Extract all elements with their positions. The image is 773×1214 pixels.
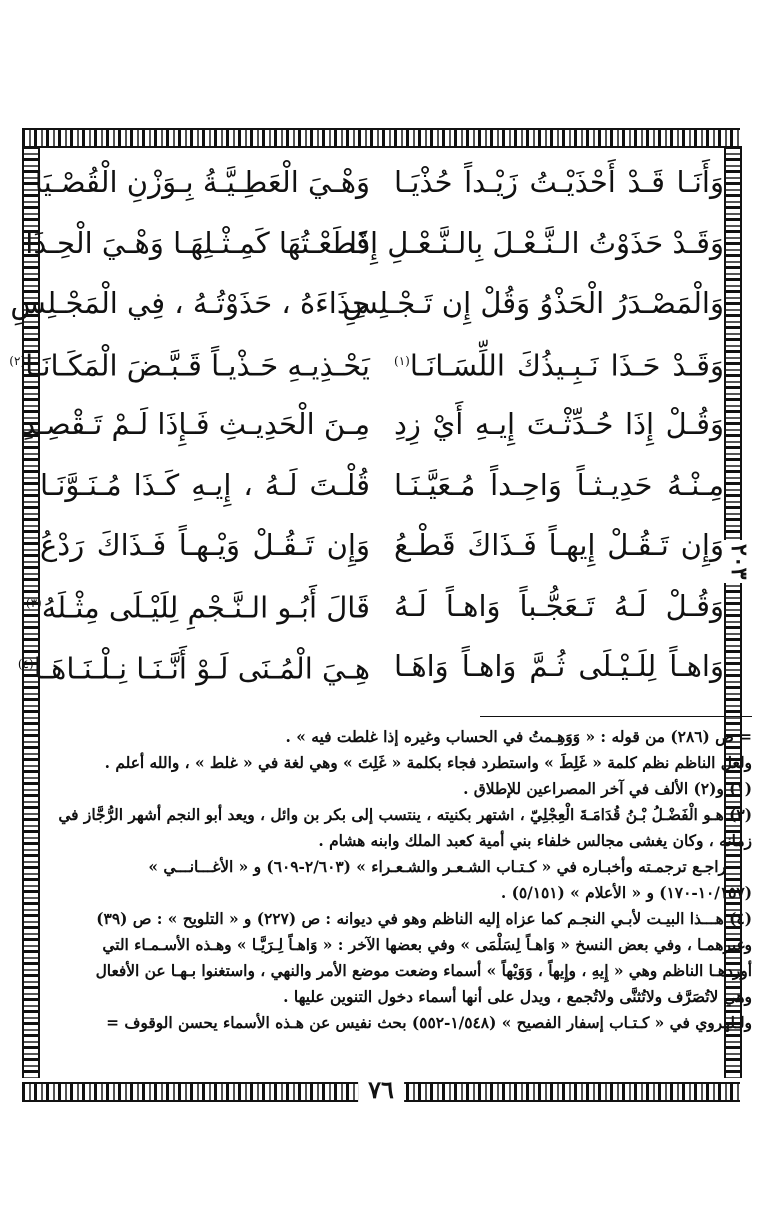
verse-right-hemistich: وَقَـدْ حَذَوْتُ الـنَّـعْـلَ بِالـنَّـعْـلِ إِذَا (349, 225, 724, 260)
verse-left-hemistich (25, 583, 370, 628)
footnote-line: وغيرهمـا ، وفي بعض النسخ « وَاهـاً لِسَلْمَى » وفي بعضها الآخر : « وَاهـاً لِـرَيَّـا » وهـذه الأسـمـاء التي (102, 936, 752, 954)
verse-right-hemistich: وَقُـلْ إِذَا حُـدِّثْـتَ إِيـهِ أَيْ زِدِ (394, 407, 724, 442)
verse-text: وَقَـدْ حَـذَا نَـبِـيذُكَ اللِّسَـانَـا (409, 349, 724, 384)
verse-row (22, 394, 724, 455)
verse-text: يَحْـذِيـهِ حَـذْيـاً قَـبَّـضَ الْمَكَـانَـا (25, 349, 370, 384)
footnote-line: ولعل الناظم نظم كلمة « غَلِطَ » واستطرد فجاء بكلمة « غَلِتَ » وهي لغة في « غلط » ، والله أعلم . (104, 754, 752, 772)
footnotes (44, 724, 752, 1036)
footnote-line: (٤) هـــذا البيـت لأبـي النجـم كما عزاه إليه الناظم وهو في ديوانه : ص (٢٢٧) و « التلويح » : ص (٣٩) (96, 910, 752, 928)
verse-left-hemistich (17, 644, 370, 689)
verse-left-hemistich: وَهْـيَ الْعَطِـيَّـةُ بِـوَزْنِ الْقُصْـيَا (34, 165, 370, 200)
footnote-line: وهي لاتُصَرَّف ولاتُثنَّى ولاتُجمع ، ويدل على أنها أسماء دخول التنوين عليها . (283, 988, 752, 1006)
verse-right-hemistich (394, 341, 724, 386)
footnote-line: = ص (٢٨٦) من قوله : « وَوَهِـمتُ في الحساب وغيره إذا غلطت فيه » . (285, 728, 752, 746)
verse-text: هِـيَ الْمُـنَى لَـوْ أَنَّـنَـا نِـلْـنَـاهَـا (33, 651, 370, 686)
footnote-marker: (٣) (25, 596, 42, 611)
verse-text: قَالَ أَبُـو الـنَّـجْمِ لِلَيْـلَى مِثْـلَهُ (41, 591, 370, 626)
verse-right-hemistich: وَالْمَصْـدَرُ الْحَذْوُ وَقُلْ إِن تَـجْـلِسِ (342, 286, 724, 321)
footnote-line: (١) و(٢) الألف في آخر المصراعين للإطلاق . (463, 780, 752, 798)
footnote-marker: (٢) (9, 354, 26, 369)
top-ornament-border (22, 128, 740, 148)
poem-verses (9, 152, 724, 697)
footnote-line: أوردهـا الناظم وهي « إِيهِ ، وإِيهاً ، وَوَيْهاً » أسماء وضعت موضع الأمر والنهي ، واستغنوا بـهـا عن الأفعال (95, 962, 752, 980)
verse-row (17, 636, 724, 697)
verse-left-hemistich: وَإِن تَـقُـلْ وَيْـهـاً فَـذَاكَ رَدْعُ (40, 528, 370, 563)
footnote-line: زمانه ، وكان يغشى مجالس خلفاء بني أمية كعبد الملك وابنه هشام . (318, 832, 752, 850)
verse-left-hemistich (9, 341, 370, 386)
verse-left-hemistich: حِذَاءَهُ ، حَذَوْتُـهُ ، فِي الْمَجْـلِسِ (10, 286, 370, 321)
verse-left-hemistich: مِـنَ الْحَدِيـثِ فَـإِذَا لَـمْ تَـقْصِـدِ (22, 407, 370, 442)
footnote-line: راجـع ترجمـته وأخبـاره في « كـتـاب الشـعـر والشـعـراء » (٢/٦٠٣-٦٠٩) و « الأغـــانـــي » (148, 858, 726, 876)
footnote-line: (١٠/١٥٧-١٧٠) و « الأعلام » (٥/١٥١) . (500, 884, 752, 902)
verse-row (34, 152, 724, 213)
verse-row (9, 334, 724, 395)
footnote-line: ولـلهروي في « كـتـاب إسفار الفصيح » (١/٥٤٨-٥٥٢) بحث نفيس عن هـذه الأسماء يحسن الوقوف = (106, 1014, 752, 1032)
verse-right-hemistich: وَأَنَـا قَـدْ أَحْذَيْـتُ زَيْـداً حُذْيَـا (394, 165, 724, 200)
verse-right-hemistich: وَإِن تَـقُـلْ إِيهـاً فَـذَاكَ قَطْـعُ (394, 528, 724, 563)
footnote-marker: (١) (394, 354, 410, 369)
verse-row (40, 515, 724, 576)
verse-row (10, 273, 724, 334)
page-number: ٧٦ (358, 1076, 404, 1104)
footnote-line: (٣) هـو الْفَضْـلُ بْـنُ قُدَامَـةَ الْعِجْلِيّ ، اشتهر بكنيته ، ينتسب إلى بكر بن وائل ، ويعد أبو النجم أشهر الرُّجَّاز في (58, 806, 752, 824)
verse-left-hemistich: قُلْـتَ لَـهُ ، إِيـهِ كَـذَا مُـنَـوَّنَـا (40, 467, 370, 502)
verse-right-hemistich: وَقُـلْ لَـهُ تَـعَجُّـباً وَاهـاً لَـهُ (394, 588, 724, 623)
verse-right-hemistich: مِـنْـهُ حَدِيـثـاً وَاحِـداً مُـعَيَّـنَـا (394, 467, 724, 502)
bottom-ornament-border (22, 1075, 740, 1104)
verse-row (40, 455, 724, 516)
footnote-separator (480, 716, 752, 717)
verse-row (25, 213, 724, 274)
verse-left-hemistich: قَطَعْـتُهَا كَمِـثْـلِهَـا وَهْـيَ الْحِـذَا (25, 225, 370, 260)
side-page-marker: ٢٠٣ (712, 540, 752, 583)
footnote-marker: (٤) (17, 656, 34, 671)
verse-row (25, 576, 724, 637)
verse-right-hemistich: وَاهـاً لِلَـيْـلَى ثُـمَّ وَاهـاً وَاهَـا (394, 649, 724, 684)
